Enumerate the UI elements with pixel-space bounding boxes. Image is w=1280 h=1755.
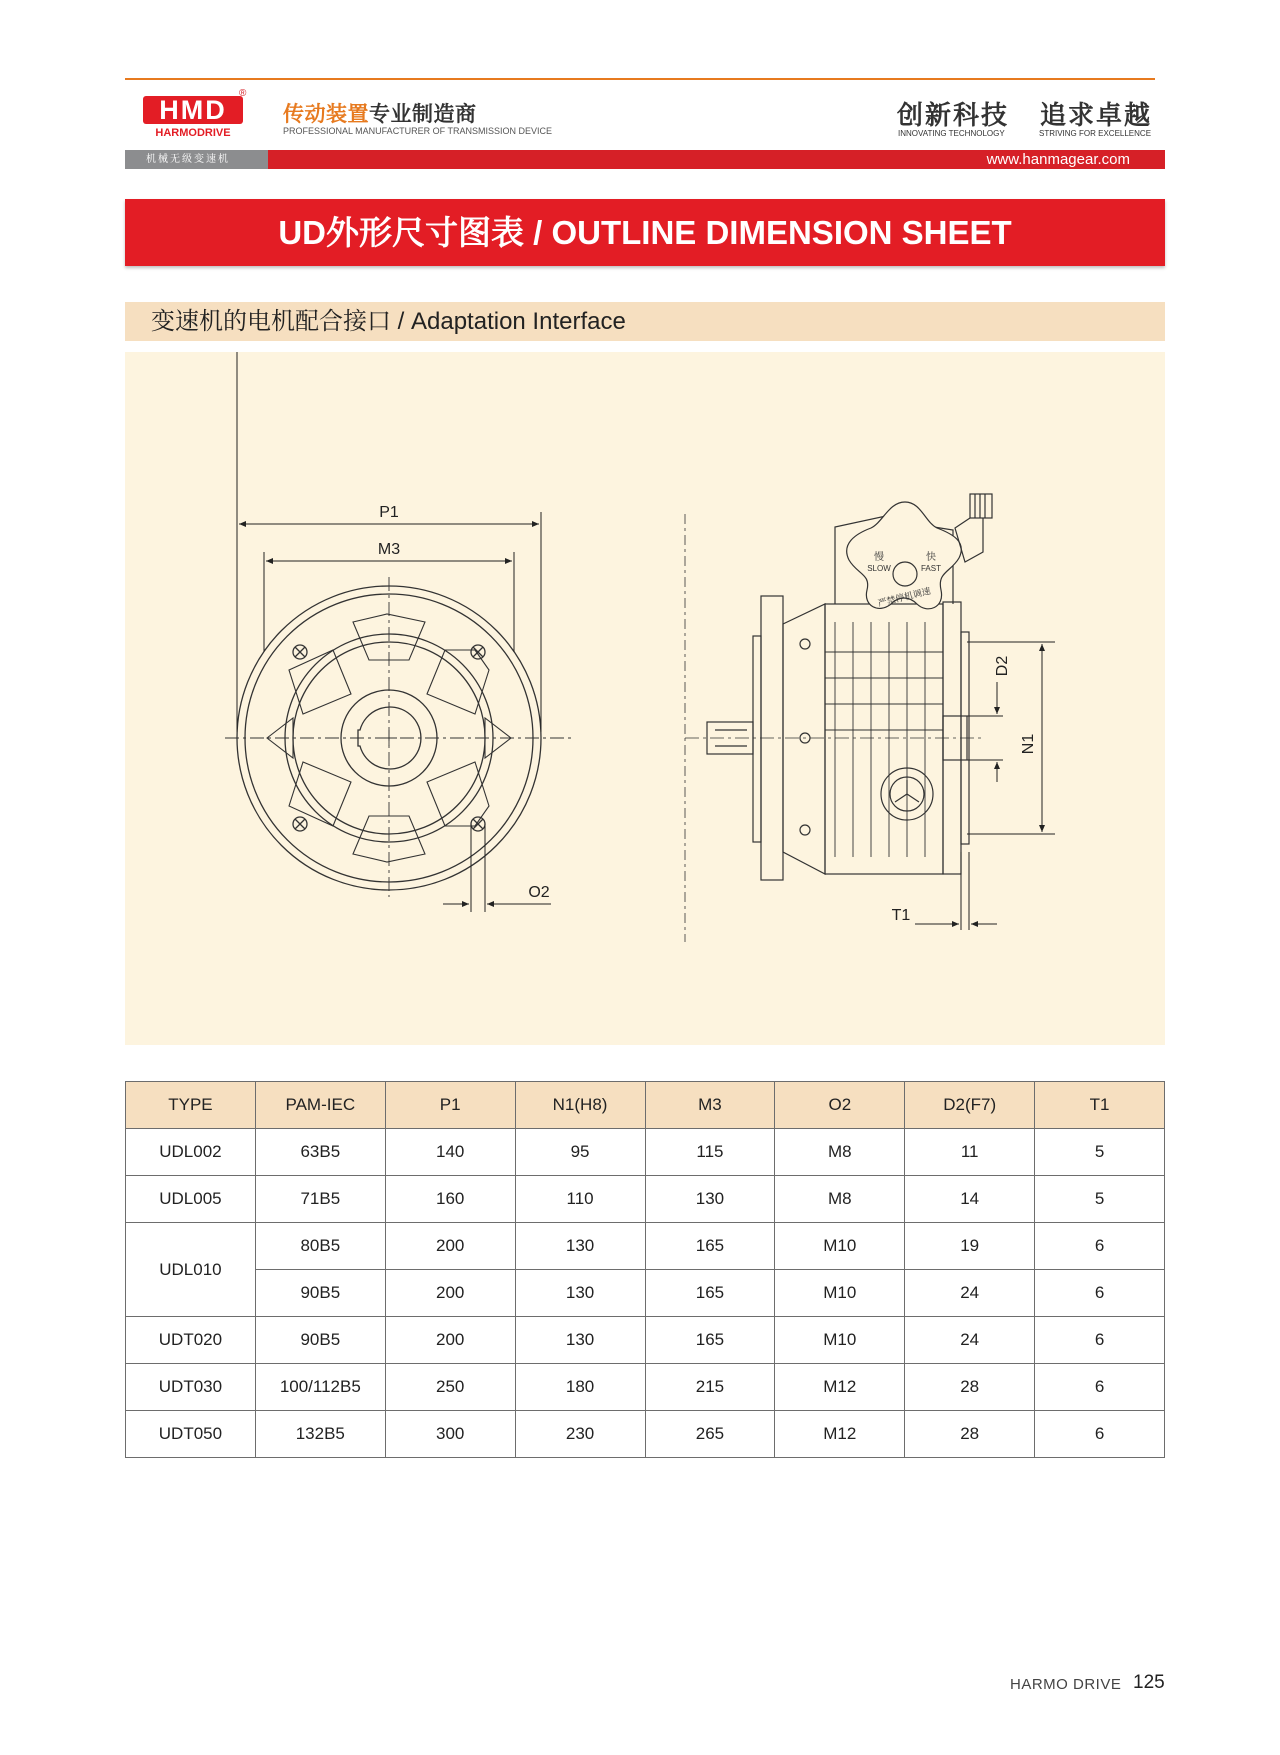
cell-n1: 230 [515,1411,645,1458]
technical-drawing [125,352,1165,1045]
cell-d2: 28 [905,1364,1035,1411]
cell-n1: 95 [515,1129,645,1176]
svg-text:HMD: HMD [159,95,227,125]
cell-m3: 265 [645,1411,775,1458]
cell-d2: 28 [905,1411,1035,1458]
cell-n1: 180 [515,1364,645,1411]
col-header-o2: O2 [775,1082,905,1129]
harmodrive-logo [143,94,243,140]
cell-o2: M12 [775,1364,905,1411]
cell-p1: 300 [385,1411,515,1458]
top-rule [125,78,1155,80]
cell-pam: 63B5 [255,1129,385,1176]
cell-p1: 250 [385,1364,515,1411]
cell-type: UDT050 [126,1411,256,1458]
cell-d2: 19 [905,1223,1035,1270]
table-row [126,1411,1165,1458]
col-header-d2: D2(F7) [905,1082,1035,1129]
knob-fast-cn: 快 [926,552,936,563]
side-dimensions [915,642,1055,930]
knob-slow-en: SLOW [867,564,891,573]
cell-d2: 24 [905,1317,1035,1364]
tagline-cn-highlight: 传动装置 [283,103,369,126]
cell-type: UDL005 [126,1176,256,1223]
website-bar [268,150,1165,169]
cell-o2: M10 [775,1270,905,1317]
cell-m3: 115 [645,1129,775,1176]
cell-n1: 130 [515,1223,645,1270]
label-n1: N1 [1020,733,1037,755]
cell-p1: 200 [385,1270,515,1317]
cell-pam: 90B5 [255,1317,385,1364]
cell-pam: 132B5 [255,1411,385,1458]
cell-d2: 11 [905,1129,1035,1176]
knob-slow-cn: 慢 [874,552,884,563]
cell-n1: 110 [515,1176,645,1223]
cell-t1: 6 [1035,1364,1165,1411]
cell-type: UDL010 [126,1223,256,1317]
section-title: 变速机的电机配合接口 / Adaptation Interface [125,302,1165,341]
table-header-row [126,1082,1165,1129]
label-t1: T1 [891,907,911,924]
col-header-type: TYPE [126,1082,256,1129]
cell-o2: M8 [775,1176,905,1223]
col-header-t1: T1 [1035,1082,1165,1129]
footer-brand: HARMO DRIVE [1010,1676,1122,1693]
category-bar: 机械无级变速机 [125,150,268,169]
table-row [126,1176,1165,1223]
table-row [126,1317,1165,1364]
cell-pam: 90B5 [255,1270,385,1317]
cell-o2: M8 [775,1129,905,1176]
cell-p1: 200 [385,1223,515,1270]
gearbox-side-view [685,494,992,942]
flange-front-view [225,577,575,897]
label-o2: O2 [528,884,550,901]
table-row [126,1129,1165,1176]
dimension-table [125,1081,1165,1458]
label-p1: P1 [379,504,399,521]
knob-warning: 严禁停机调速 [876,585,932,609]
front-dimensions [237,352,551,912]
technical-drawing-panel [125,352,1165,1045]
cell-n1: 130 [515,1317,645,1364]
cell-type: UDT030 [126,1364,256,1411]
col-header-n1: N1(H8) [515,1082,645,1129]
col-header-pam-iec: PAM-IEC [255,1082,385,1129]
svg-text:HARMODRIVE: HARMODRIVE [155,127,231,139]
cell-type: UDL002 [126,1129,256,1176]
table-row [126,1223,1165,1270]
knob-fast-en: FAST [920,564,942,573]
col-header-p1: P1 [385,1082,515,1129]
cell-pam: 71B5 [255,1176,385,1223]
page-title: UD外形尺寸图表 / OUTLINE DIMENSION SHEET [125,199,1165,266]
website-link[interactable]: www.hanmagear.com [986,151,1130,168]
cell-pam: 100/112B5 [255,1364,385,1411]
col-header-m3: M3 [645,1082,775,1129]
table-row [126,1364,1165,1411]
cell-n1: 130 [515,1270,645,1317]
slogan-excellence-en: STRIVING FOR EXCELLENCE [1039,129,1152,138]
label-d2: D2 [994,655,1011,677]
slogan-innovation-cn: 创新科技 [897,101,1010,131]
cell-d2: 24 [905,1270,1035,1317]
cell-o2: M10 [775,1317,905,1364]
tagline-en: PROFESSIONAL MANUFACTURER OF TRANSMISSION DEVICE [283,126,553,136]
registered-mark: ® [239,88,247,99]
tagline-cn [283,98,477,128]
cell-m3: 130 [645,1176,775,1223]
cell-type: UDT020 [126,1317,256,1364]
cell-p1: 140 [385,1129,515,1176]
cell-o2: M10 [775,1223,905,1270]
cell-m3: 165 [645,1270,775,1317]
cell-m3: 165 [645,1317,775,1364]
cell-m3: 215 [645,1364,775,1411]
cell-m3: 165 [645,1223,775,1270]
cell-p1: 200 [385,1317,515,1364]
cell-t1: 6 [1035,1317,1165,1364]
cell-d2: 14 [905,1176,1035,1223]
cell-t1: 6 [1035,1270,1165,1317]
table-row [126,1270,1165,1317]
tagline-cn-rest: 专业制造商 [369,103,477,126]
label-m3: M3 [377,541,401,558]
page-number: 125 [1133,1672,1165,1693]
cell-t1: 6 [1035,1223,1165,1270]
slogan-innovation-en: INNOVATING TECHNOLOGY [898,129,1005,138]
cell-o2: M12 [775,1411,905,1458]
cell-t1: 5 [1035,1176,1165,1223]
cell-t1: 5 [1035,1129,1165,1176]
cell-t1: 6 [1035,1411,1165,1458]
cell-pam: 80B5 [255,1223,385,1270]
slogan-excellence-cn: 追求卓越 [1040,101,1153,131]
cell-p1: 160 [385,1176,515,1223]
